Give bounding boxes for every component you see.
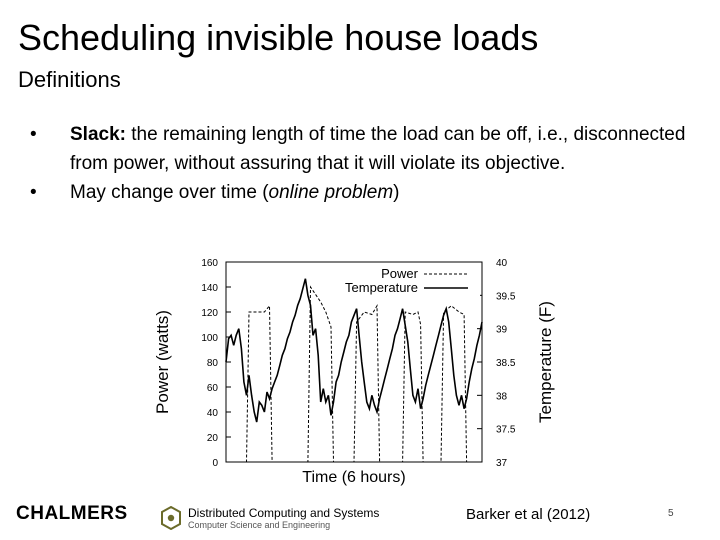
left-axis-ticks <box>201 258 231 469</box>
bullet-italic-term: online problem <box>268 182 394 203</box>
legend-label-temperature: Temperature <box>345 280 418 295</box>
y2-tick-label: 38.5 <box>496 358 516 369</box>
right-axis-ticks <box>477 258 516 469</box>
x-axis-label: Time (6 hours) <box>302 469 406 486</box>
y-tick-label: 0 <box>212 458 218 469</box>
y-tick-label: 100 <box>201 333 218 344</box>
y-tick-label: 160 <box>201 258 218 269</box>
y2-tick-label: 38 <box>496 391 508 403</box>
y2-tick-label: 40 <box>496 258 508 269</box>
bullet-list <box>30 120 690 207</box>
chalmers-logo: CHALMERS <box>16 503 128 524</box>
bullet-text-after: ) <box>393 182 400 203</box>
y-tick-label: 60 <box>206 383 218 394</box>
legend-label-power: Power <box>381 266 418 281</box>
department-logo <box>160 503 400 533</box>
y-tick-label: 80 <box>206 358 218 369</box>
y-tick-label: 40 <box>206 408 218 419</box>
page-number: 5 <box>668 508 674 519</box>
y-tick-label: 140 <box>201 283 218 294</box>
y-tick-label: 20 <box>206 433 218 444</box>
power-temperature-chart <box>150 252 570 492</box>
series-line-temperature <box>226 279 482 422</box>
y2-tick-label: 37 <box>496 458 508 469</box>
bullet-item-online <box>30 178 690 207</box>
bullet-bold-term: Slack: <box>70 124 126 145</box>
y-tick-label: 120 <box>201 308 218 319</box>
slide-subtitle: Definitions <box>18 67 121 92</box>
bullet-text-before: May change over time ( <box>70 182 269 203</box>
bullet-marker <box>30 178 37 207</box>
y2-tick-label: 39 <box>496 324 508 336</box>
department-emblem-icon <box>160 506 182 530</box>
citation: Barker et al (2012) <box>466 506 591 523</box>
y2-tick-label: 37.5 <box>496 424 516 436</box>
bullet-item-slack <box>30 120 690 178</box>
bullet-text: the remaining length of time the load can be off, i.e., disconnected from power, without assuring that it will violate its objective. <box>70 124 686 174</box>
y-axis-label-temperature: Temperature (F) <box>536 301 555 423</box>
bullet-marker <box>30 120 37 149</box>
slide-title: Scheduling invisible house loads <box>18 17 539 58</box>
y-axis-label-power: Power (watts) <box>153 310 172 414</box>
department-subtitle: Computer Science and Engineering <box>188 520 331 530</box>
y2-tick-label: 39.5 <box>496 291 516 303</box>
department-name: Distributed Computing and Systems <box>188 506 380 520</box>
